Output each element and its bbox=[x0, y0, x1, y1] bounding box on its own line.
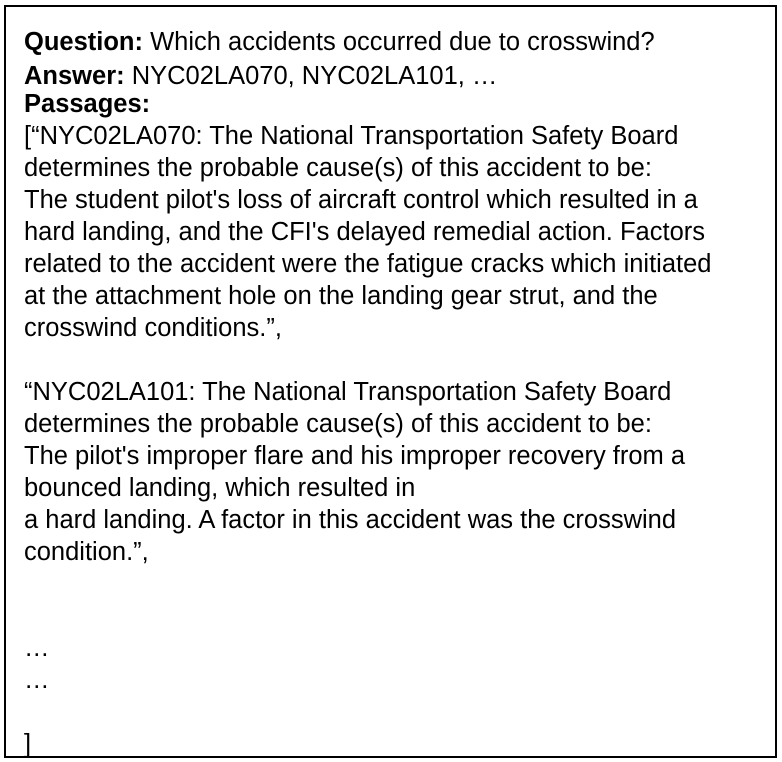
blank-line bbox=[24, 344, 764, 376]
passage-line: crosswind conditions.”, bbox=[24, 314, 282, 342]
passage-line: The pilot's improper flare and his improper recovery from a bbox=[24, 442, 686, 470]
passage-line: “NYC02LA101: The National Transportation Safety Board bbox=[24, 378, 672, 406]
passage-line: condition.”, bbox=[24, 538, 149, 566]
passage-line: at the attachment hole on the landing gear strut, and the bbox=[24, 282, 658, 310]
question-text: Which accidents occurred due to crosswind? bbox=[150, 28, 655, 56]
passage-line: The student pilot's loss of aircraft control which resulted in a bbox=[24, 186, 698, 214]
passage-line: bounced landing, which resulted in bbox=[24, 474, 416, 502]
blank-line bbox=[24, 568, 764, 600]
ellipsis-line: … bbox=[24, 666, 50, 694]
passage-line: related to the accident were the fatigue cracks which initiated bbox=[24, 250, 712, 278]
question-row bbox=[24, 26, 764, 58]
passage-line: [“NYC02LA070: The National Transportation Safety Board bbox=[24, 122, 679, 150]
passages-row bbox=[24, 88, 764, 120]
passages-body bbox=[24, 120, 764, 760]
passage-line: determines the probable cause(s) of this accident to be: bbox=[24, 410, 652, 438]
answer-text: NYC02LA070, NYC02LA101, … bbox=[131, 62, 498, 90]
closing-bracket: ] bbox=[24, 730, 32, 758]
document-content bbox=[24, 26, 764, 760]
passage-line: determines the probable cause(s) of this accident to be: bbox=[24, 154, 652, 182]
answer-label: Answer: bbox=[24, 62, 125, 90]
blank-line bbox=[24, 600, 764, 632]
passage-line: hard landing, and the CFI's delayed remedial action. Factors bbox=[24, 218, 705, 246]
question-label: Question: bbox=[24, 28, 143, 56]
ellipsis-line: … bbox=[24, 634, 50, 662]
passages-label: Passages: bbox=[24, 90, 151, 118]
passage-line: a hard landing. A factor in this accident was the crosswind bbox=[24, 506, 677, 534]
blank-line bbox=[24, 696, 764, 728]
